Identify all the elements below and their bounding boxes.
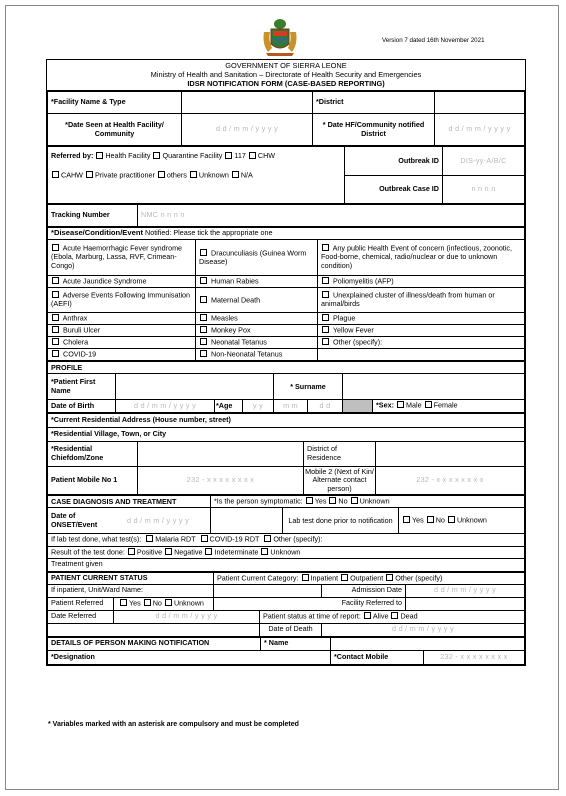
disease-label: Yellow Fever: [332, 325, 374, 335]
checkbox-indeterminate[interactable]: [205, 548, 212, 555]
age-months-input[interactable]: m m: [274, 400, 308, 412]
onset-inner: [48, 508, 210, 533]
dob-label: Date of Birth: [48, 400, 116, 412]
date-seen-input[interactable]: d d / m m / y y y y: [182, 114, 313, 146]
date-death-input[interactable]: d d / m m / y y y y: [322, 623, 525, 636]
no-label: No: [338, 496, 348, 506]
district-label: *District: [313, 92, 435, 114]
disease-item[interactable]: [196, 325, 318, 337]
category-label: Patient Current Category:: [217, 573, 299, 583]
mobile2-input[interactable]: 232 - x x x x x x x x: [376, 466, 525, 495]
malaria-label: Malaria RDT: [155, 534, 196, 544]
residence-table: [47, 413, 525, 496]
checkbox-result-unknown[interactable]: [261, 548, 268, 555]
checkbox-female[interactable]: [425, 401, 432, 408]
other-test-label: Other (specify):: [273, 534, 323, 544]
unknown-label: Unknown: [359, 496, 390, 506]
disease-heading: [48, 228, 525, 240]
disease-checkbox[interactable]: [200, 326, 207, 333]
no-label: No: [435, 515, 445, 525]
checkbox-symptomatic-yes[interactable]: [306, 497, 313, 504]
disease-checkbox[interactable]: [322, 291, 329, 298]
age-days-input[interactable]: d d: [308, 400, 343, 412]
referred-option: CHW: [257, 151, 276, 160]
checkbox-lab-no[interactable]: [427, 516, 434, 523]
checkbox-malaria[interactable]: [146, 535, 153, 542]
checkbox-referred-yes[interactable]: [120, 599, 127, 606]
sex-label: *Sex:: [376, 400, 394, 410]
checkbox-chw[interactable]: [249, 152, 256, 159]
form-header: [47, 60, 525, 91]
labtest-prior-options: [399, 508, 525, 534]
disease-checkbox[interactable]: [322, 338, 329, 345]
disease-table: [47, 227, 525, 361]
header-ministry: Ministry of Health and Sanitation – Directorate of Health Security and Emergencies: [150, 70, 422, 79]
checkbox-na[interactable]: [232, 171, 239, 178]
footnote: * Variables marked with an asterisk are compulsory and must be completed: [48, 721, 299, 728]
disease-item[interactable]: [318, 276, 525, 288]
disease-item[interactable]: [196, 349, 318, 361]
checkbox-others[interactable]: [158, 171, 165, 178]
inpatient-unit-label: If inpatient, Unit/Ward Name:: [48, 584, 214, 597]
coat-of-arms-icon: [258, 18, 302, 58]
disease-checkbox[interactable]: [52, 314, 59, 321]
date-referred-label: Date Referred: [48, 610, 114, 623]
disease-item[interactable]: [318, 313, 525, 325]
symptomatic-cell: [211, 496, 525, 508]
date-hf-input[interactable]: d d / m m / y y y y: [435, 114, 525, 146]
disease-label: Acute Jaundice Syndrome: [62, 276, 147, 286]
disease-item[interactable]: [48, 288, 196, 313]
disease-checkbox[interactable]: [200, 314, 207, 321]
disease-item[interactable]: [196, 240, 318, 276]
tracking-input[interactable]: NMC n n n n: [138, 205, 525, 227]
negative-label: Negative: [174, 547, 203, 557]
checkbox-alive[interactable]: [364, 612, 371, 619]
outbreak-id-input[interactable]: DIS-yy-A/B/C: [443, 147, 525, 176]
disease-checkbox[interactable]: [200, 277, 207, 284]
disease-checkbox[interactable]: [200, 338, 207, 345]
checkbox-quarantine[interactable]: [153, 152, 160, 159]
disease-label: Plague: [333, 313, 356, 323]
unknown-label: Unknown: [270, 547, 301, 557]
checkbox-outpatient[interactable]: [341, 574, 348, 581]
onset-label: Date of ONSET/Event: [51, 511, 98, 529]
mobile1-label: Patient Mobile No 1: [48, 466, 138, 495]
disease-item[interactable]: [196, 288, 318, 313]
checkbox-symptomatic-no[interactable]: [329, 497, 336, 504]
disease-heading-note: Notified: Please tick the appropriate one: [145, 228, 273, 238]
facility-input[interactable]: [182, 92, 313, 114]
profile-heading: PROFILE: [48, 362, 525, 374]
disease-item[interactable]: [48, 349, 196, 361]
disease-label: Other (specify):: [333, 337, 383, 347]
dead-label: Dead: [400, 611, 418, 621]
referred-option: Quarantine Facility: [162, 151, 223, 160]
header-government: GOVERNMENT OF SIERRA LEONE: [225, 61, 347, 70]
disease-checkbox[interactable]: [322, 314, 329, 321]
result-label: Result of the test done:: [51, 547, 125, 557]
date-hf-label: * Date HF/Community notified District: [313, 114, 435, 146]
tracking-label: Tracking Number: [48, 205, 138, 227]
referred-option: 117: [234, 151, 246, 160]
disease-item[interactable]: [48, 337, 196, 349]
referred-option: N/A: [240, 170, 253, 180]
yes-label: Yes: [129, 598, 141, 608]
facility-ref-input[interactable]: [406, 597, 525, 610]
checkbox-other-test[interactable]: [264, 535, 271, 542]
date-seen-label: *Date Seen at Health Facility/ Community: [48, 114, 182, 146]
disease-item[interactable]: [318, 337, 525, 349]
surname-input[interactable]: [343, 374, 525, 400]
female-label: Female: [433, 400, 458, 410]
designation-label[interactable]: *Designation: [48, 650, 331, 664]
admission-input[interactable]: d d / m m / y y y y: [406, 584, 525, 597]
notifier-name-label: * Name: [261, 637, 331, 650]
checkbox-positive[interactable]: [128, 548, 135, 555]
checkbox-negative[interactable]: [165, 548, 172, 555]
disease-item[interactable]: [48, 325, 196, 337]
referred-by-label: Referred by:: [51, 151, 94, 160]
checkbox-referred-no[interactable]: [144, 599, 151, 606]
disease-item[interactable]: [318, 325, 525, 337]
disease-item[interactable]: [196, 276, 318, 288]
referral-table: [47, 146, 525, 204]
mobile1-input[interactable]: 232 - x x x x x x x x: [138, 466, 304, 495]
district-res-input[interactable]: [376, 441, 525, 466]
status-table: [47, 572, 525, 637]
checkbox-covid-rdt[interactable]: [201, 535, 208, 542]
disease-label: Neonatal Tetanus: [211, 337, 267, 347]
header-form-title: IDSR NOTIFICATION FORM (CASE-BASED REPORTING): [187, 79, 385, 88]
facility-table: [47, 91, 525, 146]
checkbox-referred-unknown[interactable]: [165, 599, 172, 606]
disease-label: Dracunculiasis (Guinea Worm Disease): [199, 248, 307, 266]
outbreak-case-id-input[interactable]: n n n n: [443, 176, 525, 204]
disease-label: Any public Health Event of concern (infectious, zoonotic, Food-borne, chemical, radio/nuclear or due to unknown condition): [321, 243, 512, 271]
disease-item[interactable]: [48, 276, 196, 288]
disease-label: Poliomyelitis (AFP): [333, 276, 394, 286]
disease-checkbox[interactable]: [322, 244, 329, 251]
case-diag-heading: CASE DIAGNOSIS AND TREATMENT: [48, 496, 211, 508]
disease-checkbox[interactable]: [52, 338, 59, 345]
idsr-form: [46, 59, 526, 666]
mobile2-label: Mobile 2 (Next of Kin/ Alternate contact person): [304, 466, 376, 495]
disease-label: Unexplained cluster of illness/death from human or animal/birds: [321, 290, 495, 309]
disease-label: Cholera: [63, 337, 89, 347]
disease-checkbox[interactable]: [52, 350, 59, 357]
referred-option: Health Facility: [105, 151, 151, 160]
disease-checkbox[interactable]: [200, 249, 207, 256]
disease-item[interactable]: [48, 313, 196, 325]
diagnosis-table: [47, 495, 525, 571]
referred-option: CAHW: [61, 170, 83, 180]
checkbox-unknown[interactable]: [190, 171, 197, 178]
checkbox-dead[interactable]: [391, 612, 398, 619]
notifier-heading: DETAILS OF PERSON MAKING NOTIFICATION: [48, 637, 261, 650]
no-label: No: [152, 598, 162, 608]
notifier-name-input[interactable]: [331, 637, 525, 650]
sex-cell: [373, 400, 525, 412]
res-village-label[interactable]: *Residential Village, Town, or City: [48, 427, 525, 441]
disease-checkbox[interactable]: [52, 277, 59, 284]
disease-label: Acute Haemorrhagic Fever syndrome (Ebola, Marburg, Lassa, RVF, Crimean-Congo): [51, 243, 183, 271]
checkbox-male[interactable]: [397, 401, 404, 408]
referred-by-cell: [48, 147, 345, 204]
disease-label: Maternal Death: [211, 295, 261, 305]
outbreak-id-label: Outbreak ID: [345, 147, 443, 176]
status-report-cell: [260, 610, 525, 623]
referred-options: [114, 597, 214, 610]
positive-label: Positive: [136, 547, 163, 557]
onset-label-cell: [48, 508, 211, 534]
yes-label: Yes: [412, 515, 424, 525]
checkbox-health-facility[interactable]: [96, 152, 103, 159]
checkbox-cahw[interactable]: [52, 171, 59, 178]
disease-item[interactable]: [196, 313, 318, 325]
version-note: Version 7 dated 16th November 2021: [382, 37, 485, 44]
labtest-what-cell: [48, 534, 525, 546]
death-blank: [48, 623, 260, 636]
profile-table: [47, 361, 525, 412]
onset-extra[interactable]: [211, 508, 283, 534]
result-cell: [48, 546, 525, 558]
date-referred-input[interactable]: d d / m m / y y y y: [114, 610, 260, 623]
dob-input[interactable]: d d / m m / y y y y: [116, 400, 215, 412]
disease-item[interactable]: [318, 240, 525, 276]
status-heading: PATIENT CURRENT STATUS: [48, 572, 214, 584]
surname-label: * Surname: [274, 374, 343, 400]
disease-checkbox[interactable]: [322, 277, 329, 284]
disease-label: Anthrax: [62, 313, 88, 323]
first-name-label: *Patient First Name: [48, 374, 116, 400]
district-input[interactable]: [435, 92, 525, 114]
disease-label: Buruli Ulcer: [63, 325, 101, 335]
checkbox-inpatient[interactable]: [302, 574, 309, 581]
checkbox-lab-yes[interactable]: [403, 516, 410, 523]
referred-option: Private practitioner: [94, 170, 155, 180]
inpatient-label: Inpatient: [310, 573, 339, 583]
checkbox-lab-unknown[interactable]: [448, 516, 455, 523]
facility-label: *Facility Name & Type: [48, 92, 182, 114]
checkbox-symptomatic-unknown[interactable]: [351, 497, 358, 504]
first-name-input[interactable]: [116, 374, 274, 400]
alive-label: Alive: [372, 611, 389, 621]
disease-checkbox[interactable]: [52, 244, 59, 251]
notifier-table: [47, 637, 525, 665]
symptomatic-label: *Is the person symptomatic:: [214, 496, 303, 506]
treatment-label[interactable]: Treatment given: [48, 558, 525, 571]
other-category-label: Other (specify): [395, 573, 443, 583]
status-report-label: Patient status at time of report:: [263, 611, 361, 621]
disease-item[interactable]: [196, 337, 318, 349]
disease-item[interactable]: [318, 288, 525, 313]
disease-label: Measles: [211, 313, 238, 323]
disease-checkbox[interactable]: [200, 296, 207, 303]
indeterminate-label: Indeterminate: [214, 547, 259, 557]
date-death-label: Date of Death: [260, 623, 322, 636]
labtest-prior-label: Lab test done prior to notification: [283, 508, 399, 534]
referred-option: others: [166, 170, 187, 180]
disease-empty: [318, 349, 525, 361]
unknown-label: Unknown: [173, 598, 204, 608]
admission-label: Admission Date: [322, 584, 406, 597]
referred-option: Unknown: [198, 170, 229, 180]
tracking-table: [47, 204, 525, 227]
disease-heading-label: *Disease/Condition/Event: [51, 228, 143, 238]
age-label: *Age: [215, 400, 243, 412]
disease-label: COVID-19: [63, 349, 97, 359]
inpatient-unit-input[interactable]: [214, 584, 322, 597]
yes-label: Yes: [314, 496, 327, 506]
covid-rdt-label: COVID-19 RDT: [209, 534, 260, 544]
disease-label: Non-Neonatal Tetanus: [211, 349, 283, 359]
disease-label: Human Rabies: [211, 276, 259, 286]
checkbox-private-practitioner[interactable]: [86, 171, 93, 178]
res-chiefdom-input[interactable]: [138, 441, 304, 466]
contact-mobile-input[interactable]: 232 - x x x x x x x x: [424, 650, 525, 664]
outbreak-case-id-label: Outbreak Case ID: [345, 176, 443, 204]
outpatient-label: Outpatient: [350, 573, 384, 583]
res-address-label[interactable]: *Current Residential Address (House number, street): [48, 413, 525, 427]
male-label: Male: [405, 400, 422, 410]
disease-checkbox[interactable]: [322, 326, 329, 333]
disease-checkbox[interactable]: [52, 326, 59, 333]
unknown-label: Unknown: [456, 515, 487, 525]
disease-label: Adverse Events Following Immunisation (AEFI): [51, 290, 191, 309]
category-cell: [214, 572, 525, 584]
disease-checkbox[interactable]: [200, 350, 207, 357]
disease-label: Monkey Pox: [211, 325, 251, 335]
facility-ref-label: Facility Referred to: [214, 597, 406, 610]
onset-input[interactable]: d d / m m / y y y y: [126, 515, 189, 525]
checkbox-other-category[interactable]: [386, 574, 393, 581]
labtest-what-label: If lab test done, what test(s):: [51, 534, 142, 544]
referred-label: Patient Referred: [48, 597, 114, 610]
district-res-label: District of Residence: [304, 441, 376, 466]
contact-mobile-label: *Contact Mobile: [331, 650, 424, 664]
disease-item[interactable]: [48, 240, 196, 276]
disease-checkbox[interactable]: [52, 291, 59, 298]
checkbox-117[interactable]: [225, 152, 232, 159]
res-chiefdom-label: *Residential Chiefdom/Zone: [48, 441, 138, 466]
shaded-cell: [343, 400, 373, 412]
age-years-input[interactable]: y y: [243, 400, 274, 412]
